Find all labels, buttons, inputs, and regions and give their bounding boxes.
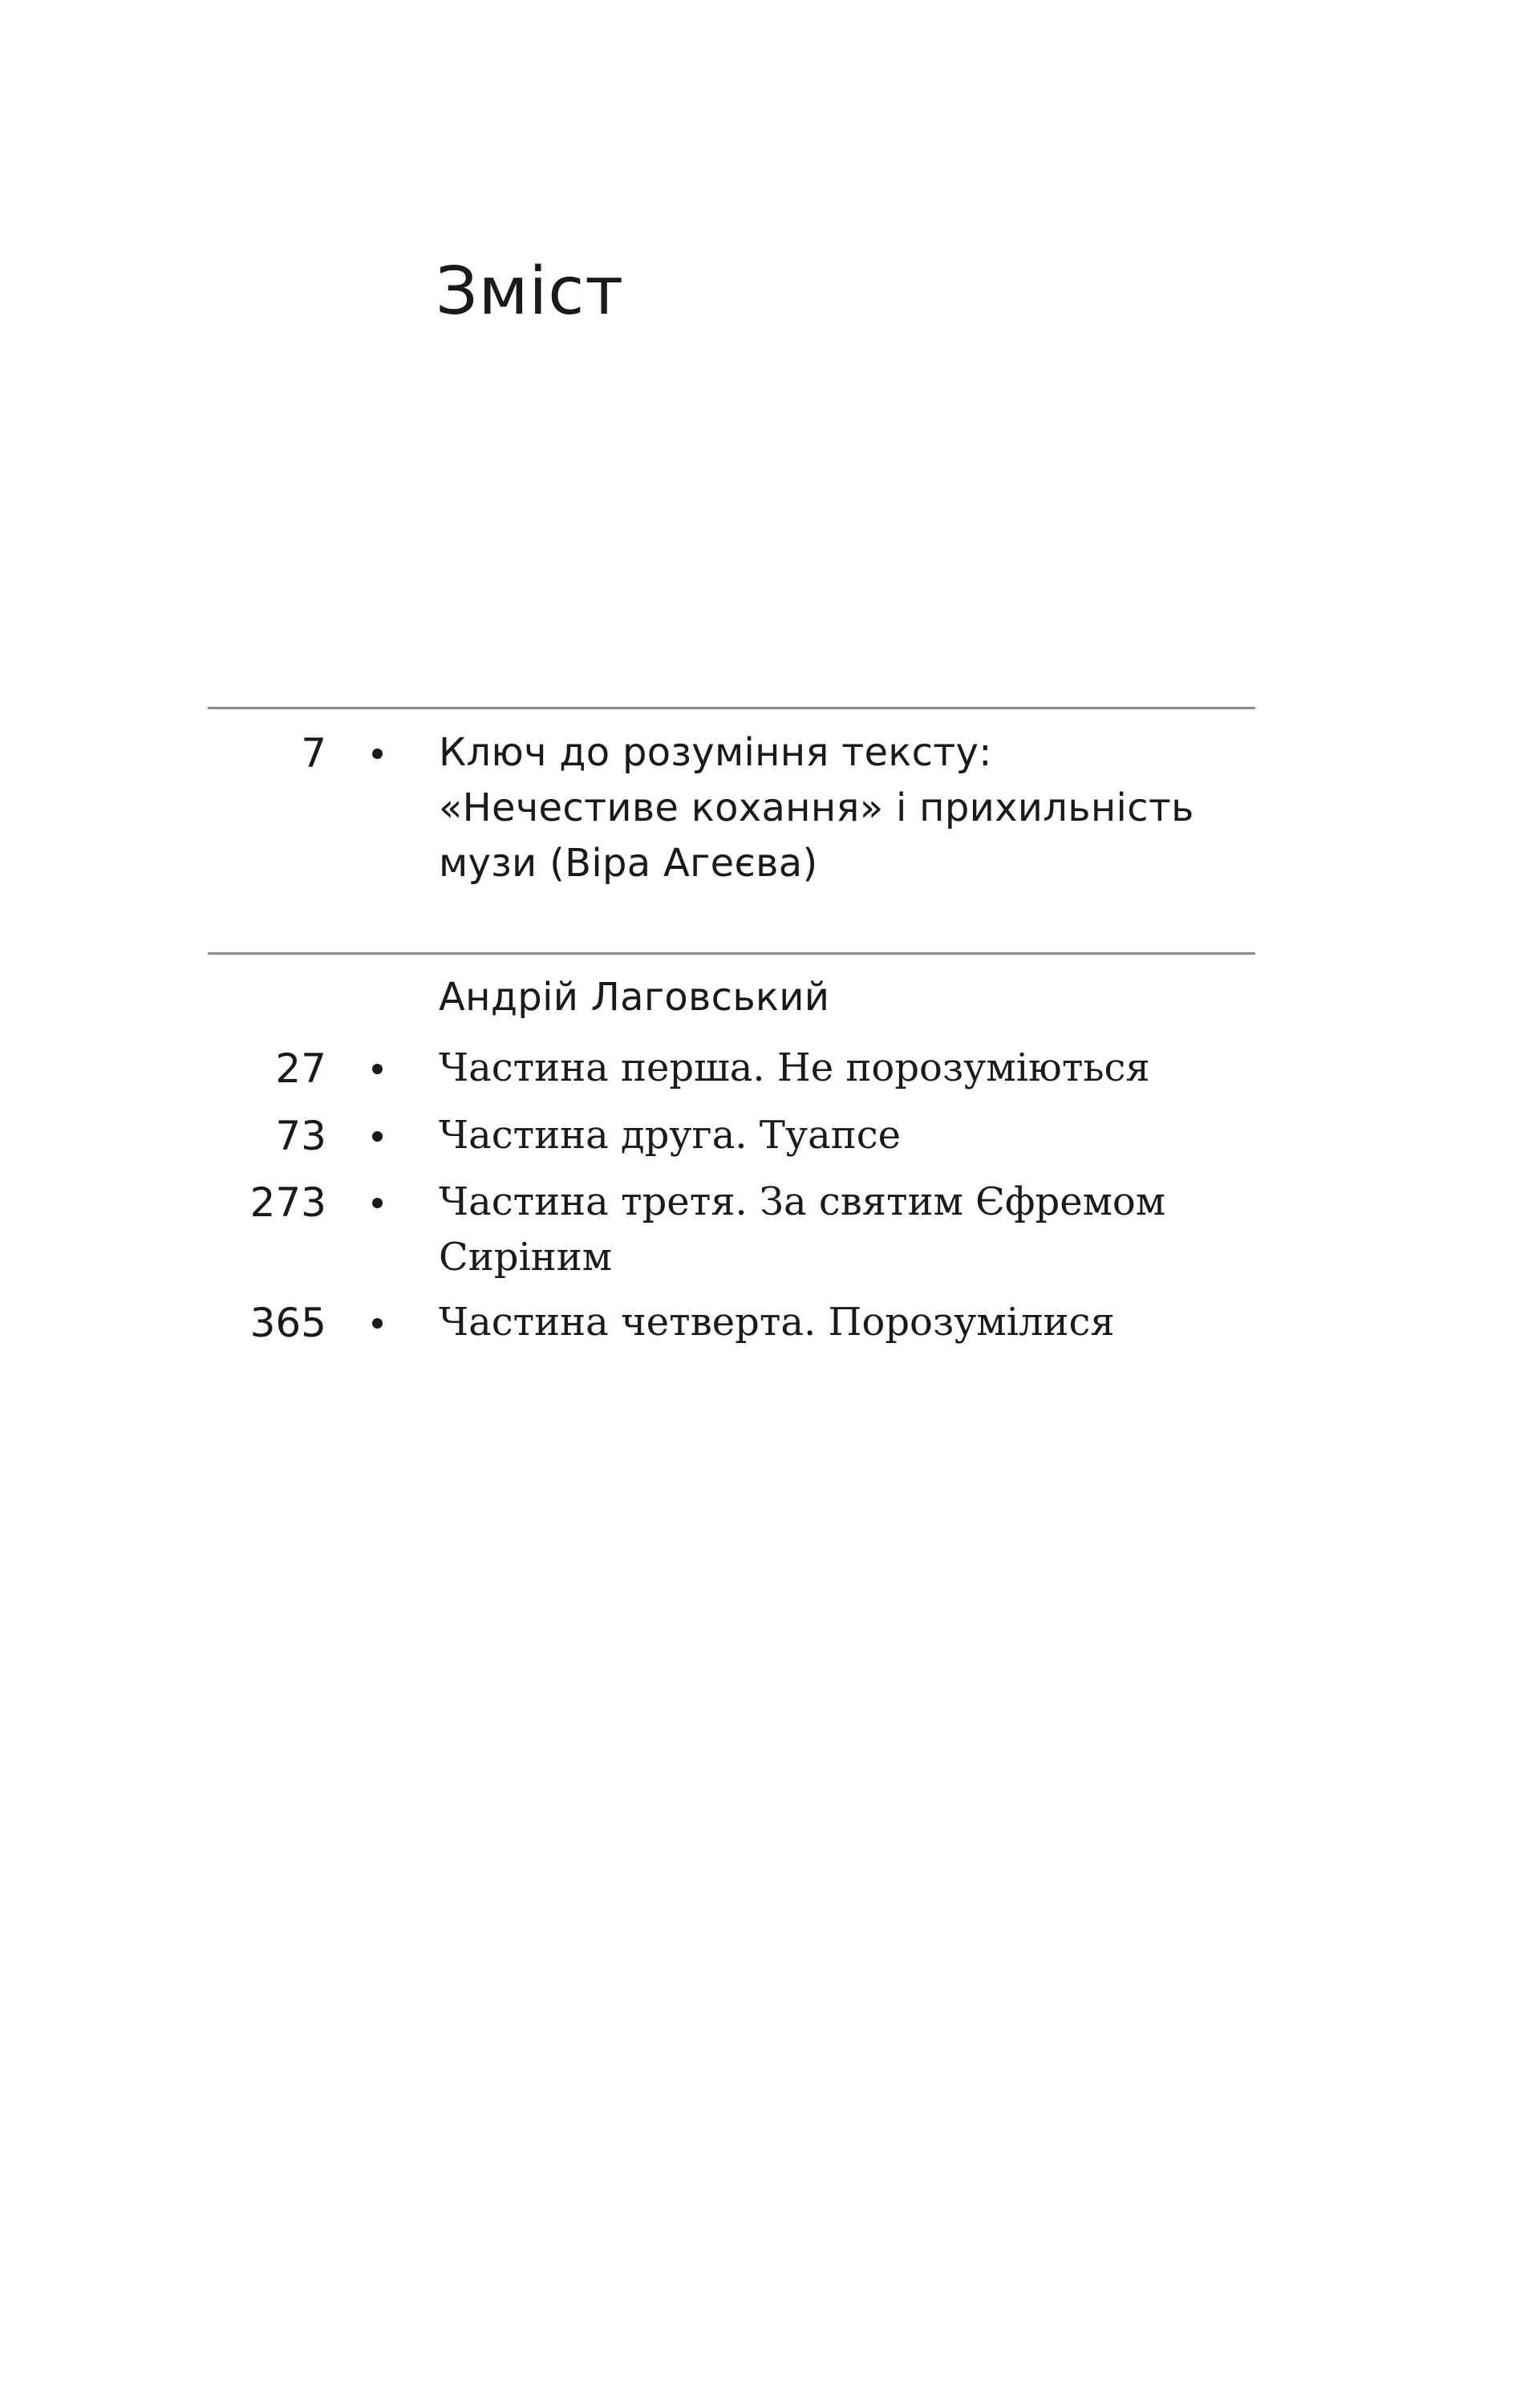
- bullet-icon: [372, 1064, 383, 1074]
- toc-entry-chapter-3[interactable]: [208, 1175, 1255, 1287]
- toc-entry-line: Ключ до розуміння тексту:: [439, 730, 992, 775]
- toc-entry-title: [439, 725, 1257, 891]
- toc-entry-line: Частина друга. Туапсе: [439, 1113, 901, 1158]
- toc-entry-chapter-1[interactable]: [208, 1041, 1255, 1097]
- divider-middle: [208, 952, 1255, 955]
- toc-page-number: 365: [249, 1300, 326, 1346]
- toc-entry-chapter-4[interactable]: [208, 1295, 1255, 1351]
- toc-page-number: 7: [301, 730, 326, 777]
- toc-entry-title: [439, 1108, 1257, 1163]
- toc-entry-title: [439, 1295, 1257, 1350]
- author-heading-row: [208, 970, 1255, 1026]
- toc-entry-chapter-2[interactable]: [208, 1108, 1255, 1164]
- bullet-icon: [372, 749, 383, 759]
- toc-entry-line: «Нечестиве кохання» і прихильність: [439, 785, 1194, 830]
- toc-entry-line: Частина четверта. Порозумілися: [439, 1300, 1115, 1345]
- divider-top: [208, 707, 1255, 709]
- toc-page-number: 27: [275, 1045, 326, 1092]
- toc-entry-line: Частина перша. Не порозуміються: [439, 1045, 1150, 1090]
- toc-entry-intro[interactable]: [208, 725, 1255, 894]
- toc-entry-line: музи (Віра Агеєва): [439, 841, 818, 886]
- toc-entry-line: Частина третя. За святим Єфремом: [439, 1179, 1166, 1224]
- bullet-icon: [372, 1131, 383, 1142]
- toc-entry-title: [439, 1175, 1257, 1285]
- toc-entry-line: Сиріним: [439, 1235, 613, 1280]
- bullet-icon: [372, 1318, 383, 1329]
- toc-page-number: 73: [275, 1113, 326, 1159]
- author-name: Андрій Лаговський: [439, 975, 830, 1020]
- toc-page-number: 273: [249, 1179, 326, 1226]
- bullet-icon: [372, 1198, 383, 1208]
- toc-entry-title: [439, 1041, 1257, 1096]
- page-title: Зміст: [436, 253, 625, 330]
